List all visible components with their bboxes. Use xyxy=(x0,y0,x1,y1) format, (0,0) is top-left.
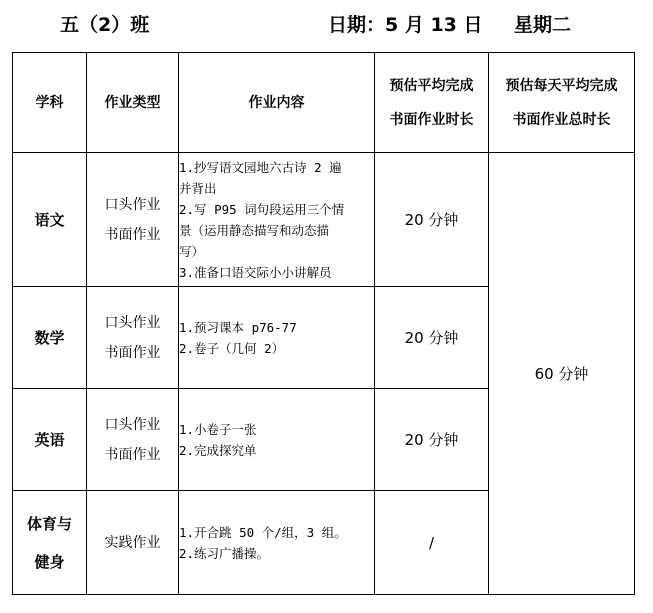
time-cell: 20 分钟 xyxy=(375,287,489,389)
content-cell: 1.开合跳 50 个/组，3 组。 2.练习广播操。 xyxy=(179,491,375,595)
col-header-time: 预估平均完成 书面作业时长 xyxy=(375,53,489,153)
type-cell: 口头作业 书面作业 xyxy=(87,287,179,389)
col-header-subject: 学科 xyxy=(13,53,87,153)
content-cell: 1.抄写语文园地六古诗 2 遍 并背出 2.写 P95 词句段运用三个情 景（运用静态描写和动态描 写） 3.准备口语交际小小讲解员 xyxy=(179,153,375,287)
content-cell: 1.预习课本 p76-77 2.卷子（几何 2） xyxy=(179,287,375,389)
table-row xyxy=(13,153,635,287)
type-cell: 实践作业 xyxy=(87,491,179,595)
subject-cell: 语文 xyxy=(13,153,87,287)
total-time-cell: 60 分钟 xyxy=(489,153,635,595)
type-cell: 口头作业 书面作业 xyxy=(87,389,179,491)
col-header-type: 作业类型 xyxy=(87,53,179,153)
col-header-content: 作业内容 xyxy=(179,53,375,153)
col-header-total: 预估每天平均完成 书面作业总时长 xyxy=(489,53,635,153)
table-header-row xyxy=(13,53,635,153)
date-label: 日期：5 月 13 日 xyxy=(328,14,483,36)
content-cell: 1.小卷子一张 2.完成探究单 xyxy=(179,389,375,491)
subject-cell: 英语 xyxy=(13,389,87,491)
subject-cell: 体育与 健身 xyxy=(13,491,87,595)
time-cell: / xyxy=(375,491,489,595)
page-header xyxy=(0,8,653,38)
class-name: 五（2）班 xyxy=(60,14,150,36)
homework-table xyxy=(12,52,635,595)
time-cell: 20 分钟 xyxy=(375,389,489,491)
subject-cell: 数学 xyxy=(13,287,87,389)
weekday-label: 星期二 xyxy=(514,14,572,36)
time-cell: 20 分钟 xyxy=(375,153,489,287)
type-cell: 口头作业 书面作业 xyxy=(87,153,179,287)
